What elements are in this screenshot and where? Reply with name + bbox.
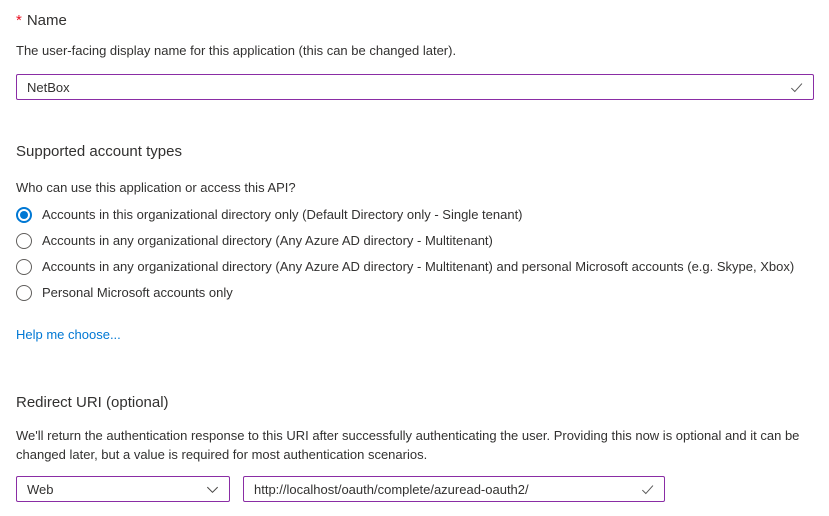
radio-button[interactable] [16,259,32,275]
account-types-title: Supported account types [16,143,182,160]
help-me-choose-link[interactable]: Help me choose... [16,327,121,342]
platform-select-value: Web [27,481,54,497]
redirect-uri-input[interactable] [254,482,640,497]
name-description: The user-facing display name for this application (this can be changed later). [16,43,457,58]
radio-option-single-tenant[interactable] [16,202,813,228]
radio-option-label: Accounts in any organizational directory (Any Azure AD directory - Multitenant) [42,233,493,248]
radio-option-label: Accounts in any organizational directory (Any Azure AD directory - Multitenant) and personal Microsoft accounts (e.g. Skype, Xbox) [42,259,795,274]
chevron-down-icon[interactable] [205,482,220,497]
account-types-radio-group [16,202,813,306]
radio-option-multitenant-personal[interactable] [16,254,813,280]
radio-button[interactable] [16,285,32,301]
redirect-uri-row [16,476,813,502]
radio-option-multitenant[interactable] [16,228,813,254]
redirect-uri-description: We'll return the authentication response to this URI after successfully authenticating the user. Providing this now is optional and it can be changed later, but a value is required for most authentication scenarios. [16,428,800,462]
radio-option-personal-only[interactable] [16,280,813,306]
radio-button-selected[interactable] [16,207,32,223]
radio-option-label: Accounts in this organizational directory only (Default Directory only - Single tenant) [42,207,523,222]
redirect-uri-title: Redirect URI (optional) [16,394,169,411]
name-title-text: Name [26,12,67,29]
radio-option-label: Personal Microsoft accounts only [42,285,233,300]
account-types-question: Who can use this application or access this API? [16,180,296,195]
name-input-container [16,74,814,100]
radio-button[interactable] [16,233,32,249]
required-asterisk: * [16,12,22,29]
checkmark-icon [640,482,655,497]
platform-select[interactable] [16,476,230,502]
name-section-title [16,12,813,30]
checkmark-icon [789,80,804,95]
name-input[interactable] [27,80,789,95]
redirect-uri-input-container [243,476,665,502]
